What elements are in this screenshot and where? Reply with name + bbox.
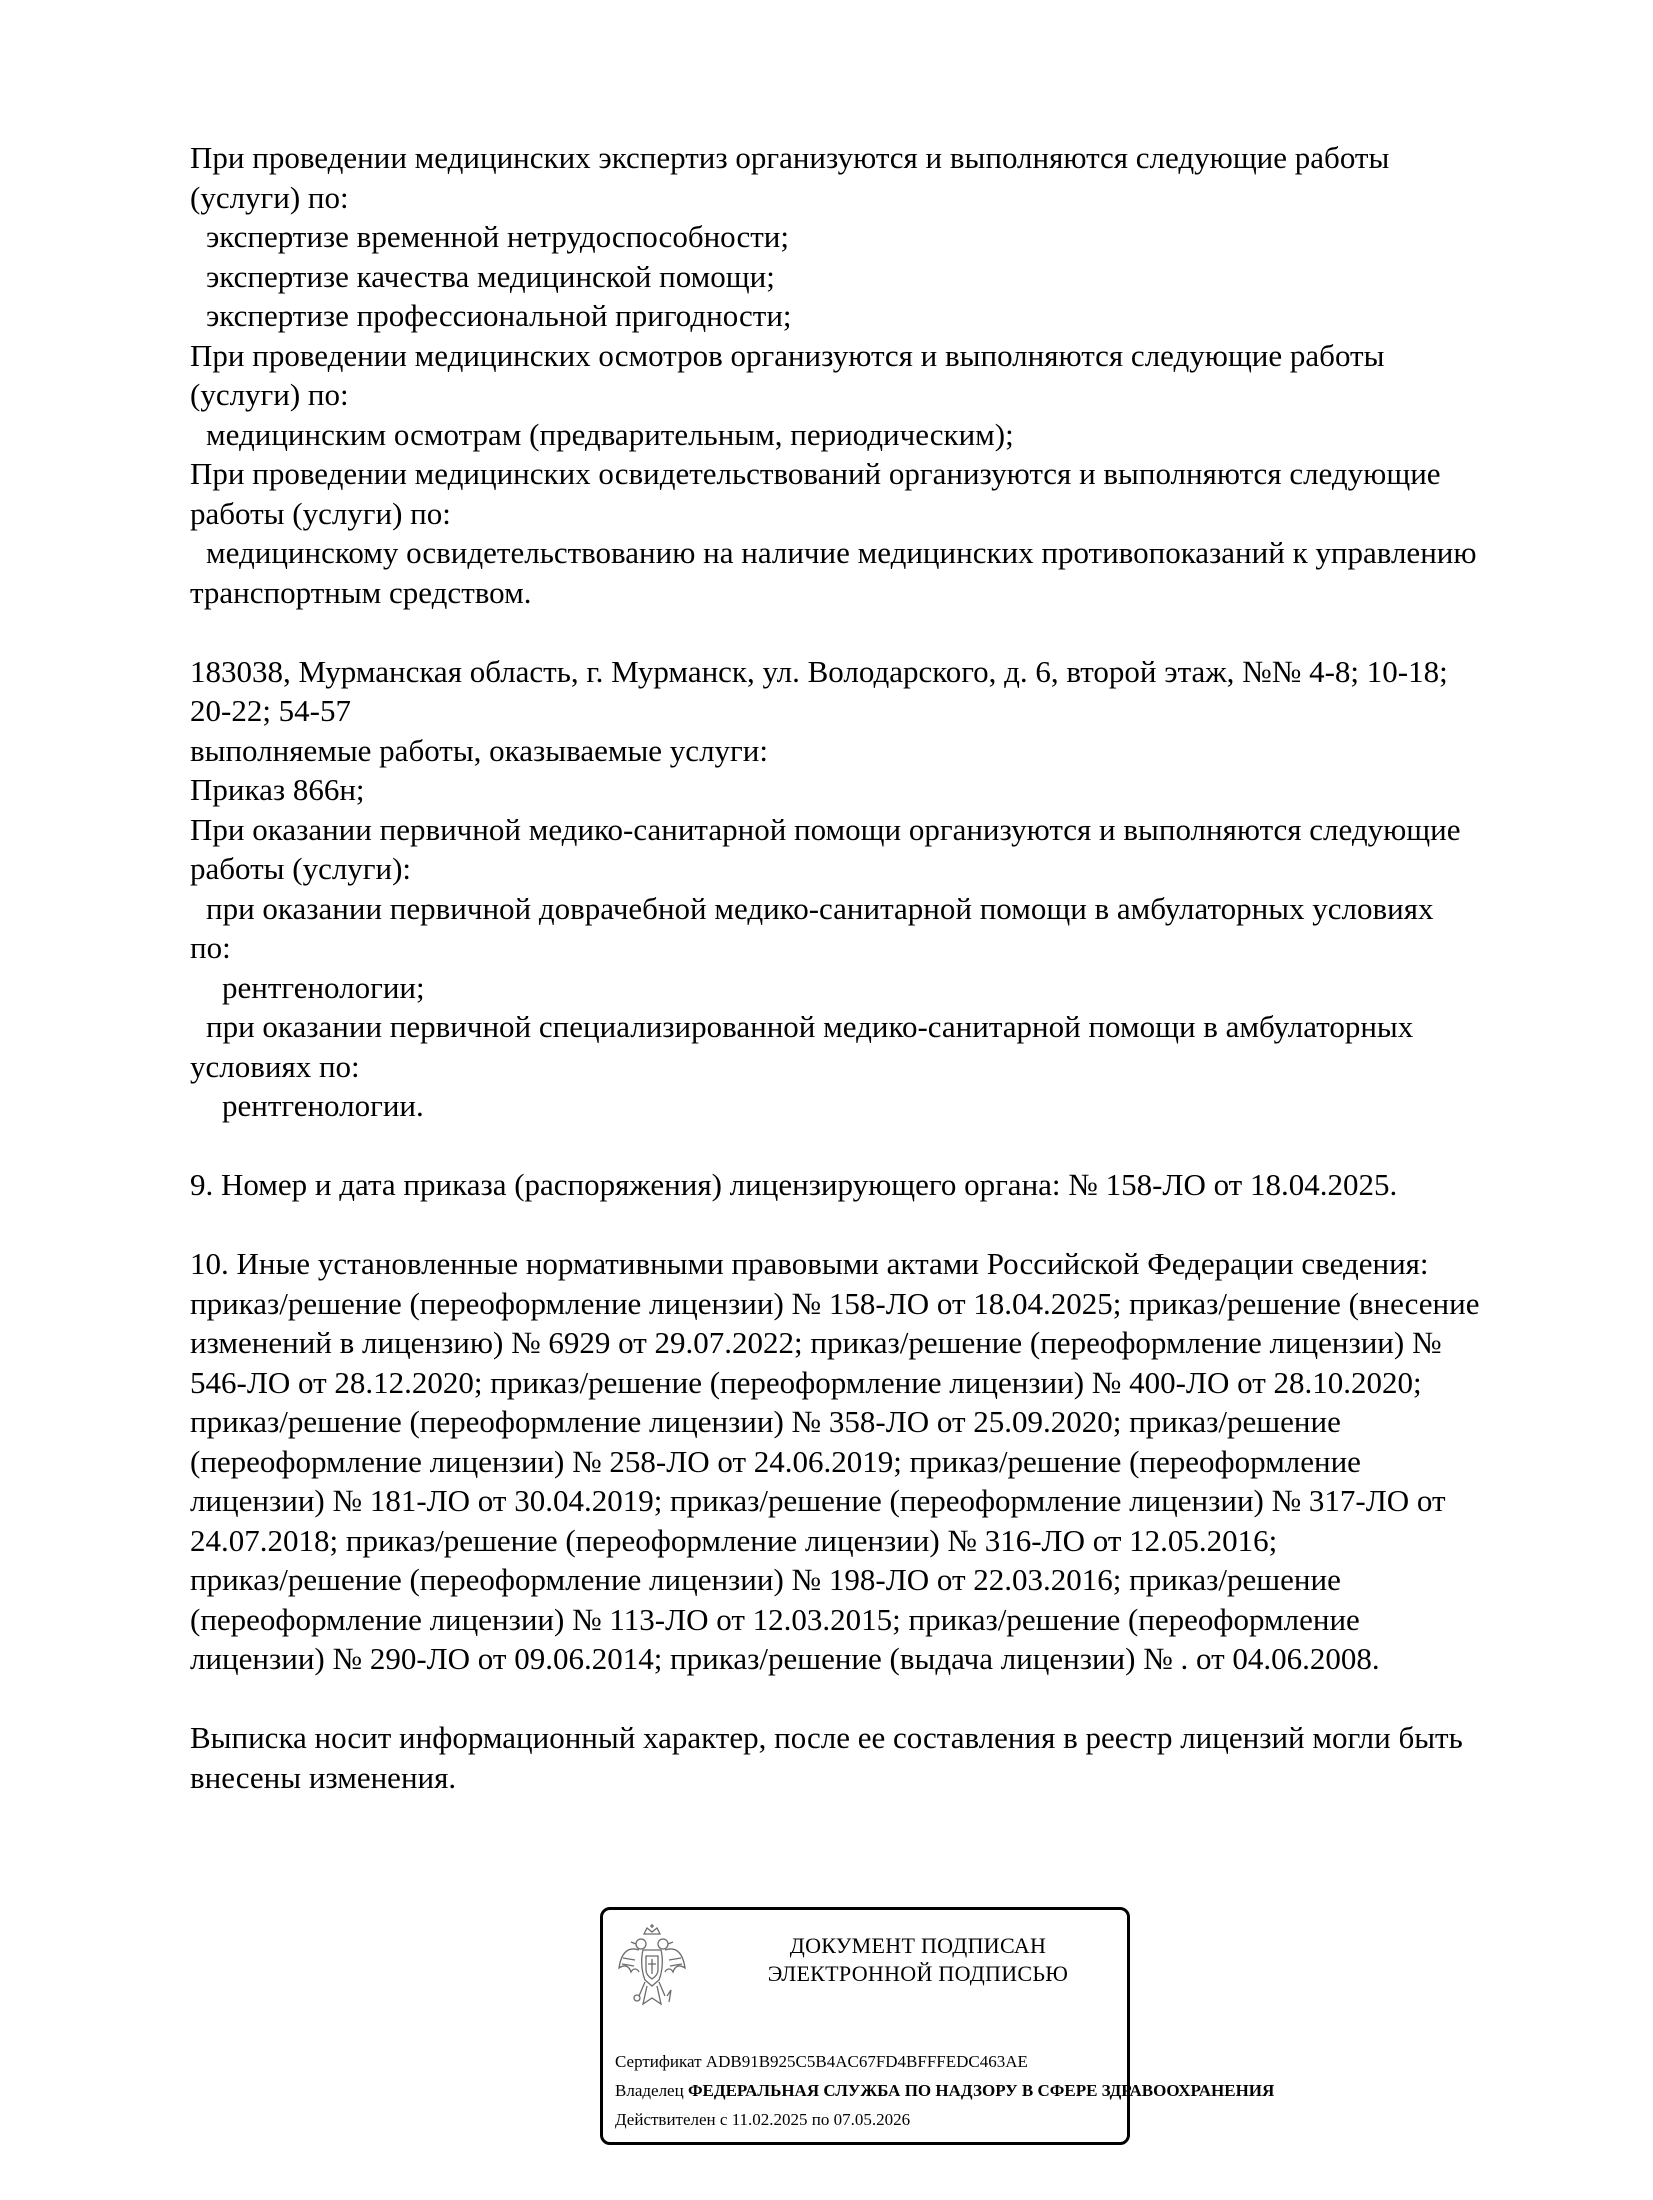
text-line: изменений в лицензию) № 6929 от 29.07.2022; приказ/решение (переоформление лицензии) № — [190, 1325, 1442, 1360]
blank-line — [190, 1679, 1590, 1719]
text-line: 546-ЛО от 28.12.2020; приказ/решение (переоформление лицензии) № 400-ЛО от 28.10.2020; — [190, 1364, 1422, 1400]
text-line: рентгенологии. — [222, 1088, 424, 1123]
text-line: лицензии) № 181-ЛО от 30.04.2019; приказ/решение (переоформление лицензии) № 317-ЛО от — [190, 1483, 1446, 1518]
text-line: При оказании первичной медико-санитарной помощи организуются и выполняются следующие — [190, 811, 1461, 847]
text-line: При проведении медицинских освидетельствований организуются и выполняются следующие — [190, 456, 1441, 491]
text-line: 183038, Мурманская область, г. Мурманск, ул. Володарского, д. 6, второй этаж, №№ 4-8; 10-18; — [190, 653, 1448, 689]
text-line: условиях по: — [190, 1048, 360, 1084]
text-line: работы (услуги) по: — [190, 495, 451, 531]
text-line: внесены изменения. — [190, 1759, 457, 1795]
text-line: при оказании первичной специализированной медико-санитарной помощи в амбулаторных — [206, 1009, 1414, 1044]
text-line: приказ/решение (переоформление лицензии) № 198-ЛО от 22.03.2016; приказ/решение — [190, 1562, 1341, 1597]
stamp-validity: Действителен с 11.02.2025 по 07.05.2026 — [615, 2110, 911, 2129]
document-body — [190, 138, 1590, 1797]
text-line: 9. Номер и дата приказа (распоряжения) лицензирующего органа: № 158-ЛО от 18.04.2025. — [190, 1167, 1398, 1202]
text-line: медицинским осмотрам (предварительным, периодическим); — [206, 416, 1014, 452]
text-line: рентгенологии; — [222, 969, 425, 1005]
text-line: Выписка носит информационный характер, после ее составления в реестр лицензий могли быть — [190, 1720, 1463, 1755]
text-line: лицензии) № 290-ЛО от 09.06.2014; приказ/решение (выдача лицензии) № . от 04.06.2008. — [190, 1641, 1380, 1676]
text-line: экспертизе временной нетрудоспособности; — [206, 219, 789, 254]
text-line: по: — [190, 930, 231, 965]
text-line: выполняемые работы, оказываемые услуги: — [190, 732, 768, 768]
stamp-title-line2: ЭЛЕКТРОННОЙ ПОДПИСЬЮ — [767, 1961, 1069, 1986]
stamp-title — [723, 1932, 1113, 1988]
text-line: Приказ 866н; — [190, 772, 365, 807]
text-line: транспортным средством. — [190, 574, 532, 610]
owner-label: Владелец — [615, 2081, 684, 2100]
text-line: (услуги) по: — [190, 179, 349, 215]
text-line: (услуги) по: — [190, 377, 349, 412]
text-line: При проведении медицинских осмотров организуются и выполняются следующие работы — [190, 337, 1385, 373]
stamp-title-line1: ДОКУМЕНТ ПОДПИСАН — [789, 1933, 1047, 1958]
text-line: работы (услуги): — [190, 851, 412, 886]
text-line: медицинскому освидетельствованию на наличие медицинских противопоказаний к управлению — [206, 535, 1477, 570]
stamp-certificate — [615, 2051, 1028, 2073]
electronic-signature-stamp — [600, 1907, 1275, 2145]
text-line: 10. Иные установленные нормативными правовыми актами Российской Федерации сведения: — [190, 1246, 1429, 1281]
text-line: 24.07.2018; приказ/решение (переоформление лицензии) № 316-ЛО от 12.05.2016; — [190, 1522, 1278, 1558]
russian-coat-of-arms-icon — [617, 1924, 687, 2010]
text-line: 20-22; 54-57 — [190, 693, 352, 728]
text-line: (переоформление лицензии) № 258-ЛО от 24.06.2019; приказ/решение (переоформление — [190, 1443, 1361, 1479]
text-line: (переоформление лицензии) № 113-ЛО от 12.03.2015; приказ/решение (переоформление — [190, 1601, 1360, 1637]
text-line: экспертизе профессиональной пригодности; — [206, 298, 792, 333]
text-line: При проведении медицинских экспертиз организуются и выполняются следующие работы — [190, 140, 1390, 175]
stamp-owner — [615, 2080, 1274, 2102]
text-line: приказ/решение (переоформление лицензии) № 158-ЛО от 18.04.2025; приказ/решение (внесение — [190, 1285, 1480, 1321]
owner-value: ФЕДЕРАЛЬНАЯ СЛУЖБА ПО НАДЗОРУ В СФЕРЕ ЗДРАВООХРАНЕНИЯ — [687, 2081, 1275, 2100]
blank-line — [190, 612, 1590, 652]
text-line: приказ/решение (переоформление лицензии) № 358-ЛО от 25.09.2020; приказ/решение — [190, 1404, 1341, 1439]
certificate-value: ADB91B925C5B4AC67FD4BFFFEDC463AE — [705, 2052, 1028, 2071]
text-line: при оказании первичной доврачебной медико-санитарной помощи в амбулаторных условиях — [206, 890, 1434, 926]
blank-line — [190, 1205, 1590, 1245]
blank-line — [190, 1126, 1590, 1166]
text-line: экспертизе качества медицинской помощи; — [206, 258, 775, 294]
certificate-label: Сертификат — [615, 2052, 702, 2071]
